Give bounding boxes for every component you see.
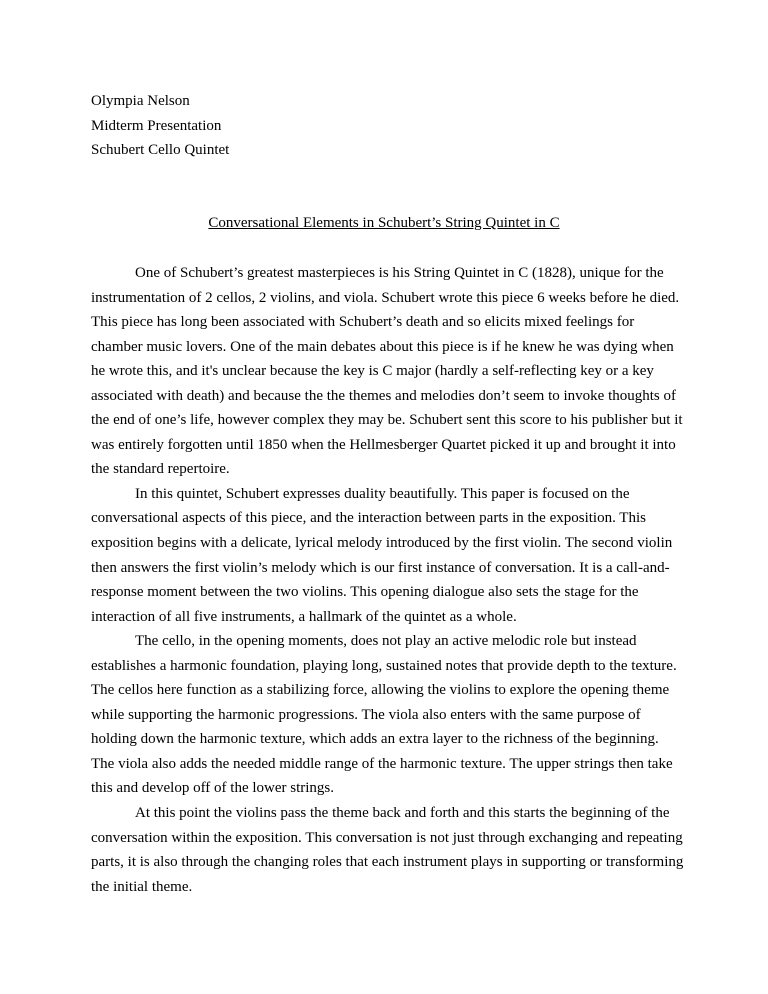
paragraph-3: The cello, in the opening moments, does not play an active melodic role but instead establishes a harmonic foundation, playing long, sustained notes that provide depth to the texture. The cellos here function as a stabilizing force, allowing the violins to explore the opening theme while supporting the harmonic progressions. The viola also enters with the same purpose of holding down the harmonic texture, which adds an extra layer to the richness of the beginning. The viola also adds the needed middle range of the harmonic texture. The upper strings then take this and develop off of the lower strings. <box>91 633 677 797</box>
document-body <box>91 261 684 899</box>
paragraph-2: In this quintet, Schubert expresses duality beautifully. This paper is focused on the conversational aspects of this piece, and the interaction between parts in the exposition. This exposition begins with a delicate, lyrical melody introduced by the first violin. The second violin then answers the first violin’s melody which is our first instance of conversation. It is a call-and-response moment between the two violins. This opening dialogue also sets the stage for the interaction of all five instruments, a hallmark of the quintet as a whole. <box>91 485 673 625</box>
author-name: Olympia Nelson <box>91 93 190 109</box>
document-header <box>91 89 229 163</box>
document-title: Conversational Elements in Schubert’s String Quintet in C <box>208 215 560 231</box>
document-title-block <box>0 211 768 235</box>
topic-name: Schubert Cello Quintet <box>91 142 230 158</box>
paragraph-4: At this point the violins pass the theme back and forth and this starts the beginning of the conversation within the exposition. This conversation is not just through exchanging and repeating parts, it is also through the changing roles that each instrument plays in supporting or transforming the initial theme. <box>91 805 684 895</box>
assignment-name: Midterm Presentation <box>91 117 222 134</box>
paragraph-1: One of Schubert’s greatest masterpieces is his String Quintet in C (1828), unique for the instrumentation of 2 cellos, 2 violins, and viola. Schubert wrote this piece 6 weeks before he died. This piece has long been associated with Schubert’s death and so elicits mixed feelings for chamber music lovers. One of the main debates about this piece is if he knew he was dying when he wrote this, and it's unclear because the key is C major (hardly a self-reflecting key or a key associated with death) and because the the themes and melodies don’t seem to invoke thoughts of the end of one’s life, however complex they may be. Schubert sent this score to his publisher but it was entirely forgotten until 1850 when the Hellmesberger Quartet picked it up and brought it into the standard repertoire. <box>91 265 683 478</box>
